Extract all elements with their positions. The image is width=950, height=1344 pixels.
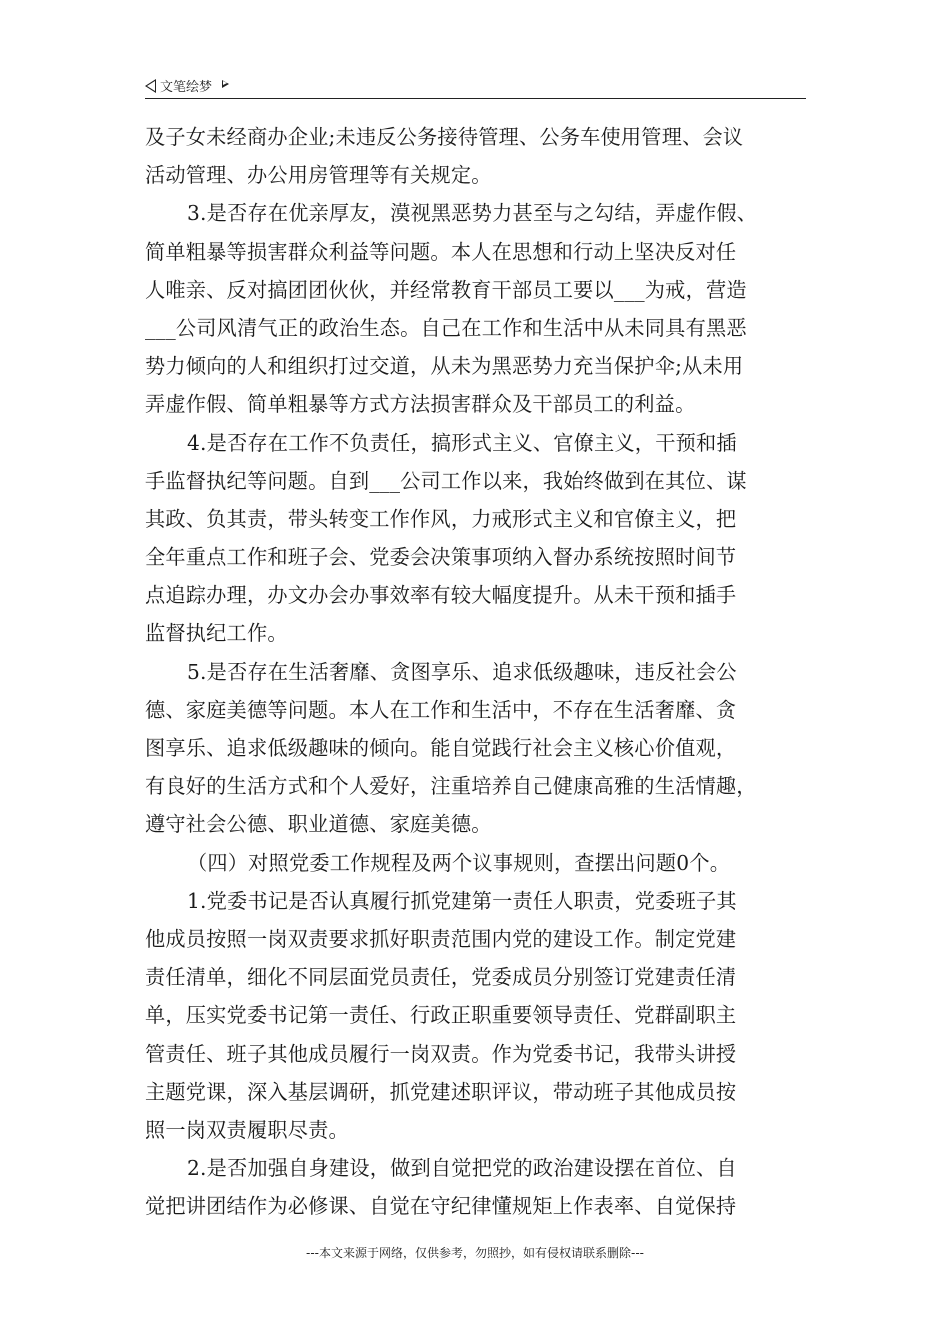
triangle-right-icon	[222, 80, 229, 88]
text-line: 监督执纪工作。	[145, 621, 288, 646]
text-line: 其政、负其责，带头转变工作作风，力戒形式主义和官僚主义，把	[145, 506, 737, 531]
page-footer: ---本文来源于网络，仅供参考，勿照抄，如有侵权请联系删除---	[306, 1246, 644, 1260]
text-line: 责任清单，细化不同层面党员责任，党委成员分别签订党建责任清	[145, 965, 737, 990]
text-line: 1.党委书记是否认真履行抓党建第一责任人职责，党委班子其	[187, 888, 737, 913]
text-line: 4.是否存在工作不负责任，搞形式主义、官僚主义，干预和插	[187, 430, 737, 455]
text-line: 简单粗暴等损害群众利益等问题。本人在思想和行动上坚决反对任	[145, 239, 737, 264]
text-line: 他成员按照一岗双责要求抓好职责范围内党的建设工作。制定党建	[145, 926, 737, 951]
text-line: 人唯亲、反对搞团团伙伙，并经常教育干部员工要以___为戒，营造	[145, 277, 747, 302]
text-line: 点追踪办理，办文办会办事效率有较大幅度提升。从未干预和插手	[145, 583, 737, 608]
text-line: 觉把讲团结作为必修课、自觉在守纪律懂规矩上作表率、自觉保持	[145, 1194, 737, 1219]
text-line: 弄虚作假、简单粗暴等方式方法损害群众及干部员工的利益。	[145, 392, 696, 417]
text-line: （四）对照党委工作规程及两个议事规则，查摆出问题0个。	[187, 850, 731, 875]
text-line: 照一岗双责履职尽责。	[145, 1117, 349, 1142]
text-line: 主题党课，深入基层调研，抓党建述职评议，带动班子其他成员按	[145, 1079, 737, 1104]
text-line: 管责任、班子其他成员履行一岗双责。作为党委书记，我带头讲授	[145, 1041, 737, 1066]
header-brand	[145, 76, 229, 95]
triangle-left-icon	[145, 79, 156, 93]
text-line: 活动管理、办公用房管理等有关规定。	[145, 163, 492, 188]
text-line: 3.是否存在优亲厚友，漠视黑恶势力甚至与之勾结，弄虚作假、	[187, 201, 758, 226]
text-line: 遵守社会公德、职业道德、家庭美德。	[145, 812, 492, 837]
text-line: 德、家庭美德等问题。本人在工作和生活中，不存在生活奢靡、贪	[145, 697, 737, 722]
page-header	[145, 74, 806, 99]
text-line: 手监督执纪等问题。自到___公司工作以来，我始终做到在其位、谋	[145, 468, 747, 493]
text-line: ___公司风清气正的政治生态。自己在工作和生活中从未同具有黑恶	[145, 315, 747, 340]
text-line: 及子女未经商办企业;未违反公务接待管理、公务车使用管理、会议	[145, 125, 744, 149]
text-line: 有良好的生活方式和个人爱好，注重培养自己健康高雅的生活情趣，	[145, 774, 757, 799]
text-line: 单，压实党委书记第一责任、行政正职重要领导责任、党群副职主	[145, 1003, 737, 1028]
text-line: 全年重点工作和班子会、党委会决策事项纳入督办系统按照时间节	[145, 545, 737, 570]
header-brand-text: 文笔绘梦	[160, 80, 213, 95]
text-line: 图享乐、追求低级趣味的倾向。能自觉践行社会主义核心价值观，	[145, 736, 737, 760]
text-line: 5.是否存在生活奢靡、贪图享乐、追求低级趣味，违反社会公	[187, 659, 737, 684]
text-line: 势力倾向的人和组织打过交道，从未为黑恶势力充当保护伞;从未用	[145, 354, 744, 379]
document-body	[145, 118, 811, 1225]
text-line: 2.是否加强自身建设，做到自觉把党的政治建设摆在首位、自	[187, 1156, 737, 1181]
